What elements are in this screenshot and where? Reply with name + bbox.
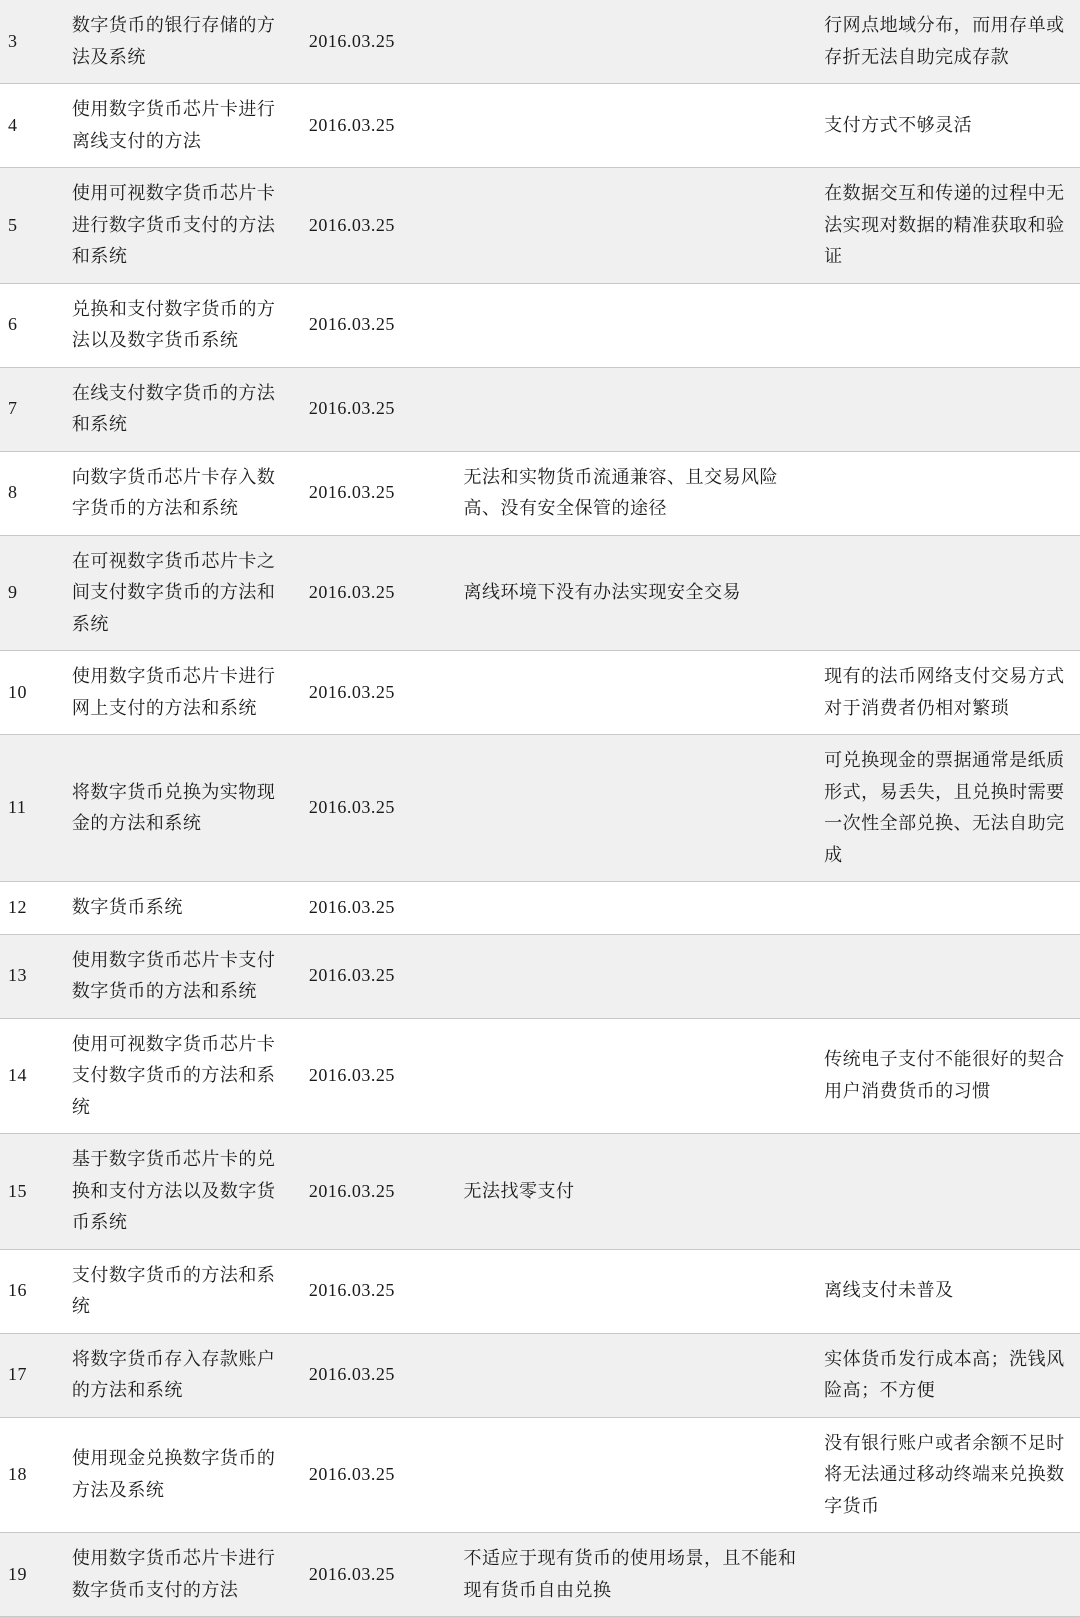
row-note xyxy=(816,451,1080,535)
row-problem xyxy=(455,1533,816,1617)
row-index xyxy=(0,1333,64,1417)
row-problem xyxy=(455,1018,816,1134)
row-date-text: 2016.03.25 xyxy=(308,681,395,702)
row-title xyxy=(64,0,301,84)
row-index xyxy=(0,451,64,535)
row-title-text: 在线支付数字货币的方法和系统 xyxy=(71,382,276,434)
row-problem xyxy=(455,1333,816,1417)
row-problem xyxy=(455,1134,816,1250)
row-problem xyxy=(455,651,816,735)
row-title xyxy=(64,735,301,882)
row-date xyxy=(301,735,456,882)
row-title-text: 将数字货币兑换为实物现金的方法和系统 xyxy=(71,781,276,833)
row-date-text: 2016.03.25 xyxy=(308,314,395,335)
row-title-text: 将数字货币存入存款账户的方法和系统 xyxy=(71,1348,276,1400)
row-note xyxy=(816,283,1080,367)
row-note-text: 行网点地域分布，而用存单或存折无法自助完成存款 xyxy=(824,15,1065,67)
row-date xyxy=(301,0,456,84)
row-problem xyxy=(455,934,816,1018)
row-index-text: 19 xyxy=(8,1563,27,1584)
row-index-text: 13 xyxy=(8,965,27,986)
row-date-text: 2016.03.25 xyxy=(308,1364,395,1385)
row-date-text: 2016.03.25 xyxy=(308,1180,395,1201)
row-index xyxy=(0,1249,64,1333)
row-note-text: 可兑换现金的票据通常是纸质形式，易丢失，且兑换时需要一次性全部兑换、无法自助完成 xyxy=(824,750,1065,865)
row-note xyxy=(816,934,1080,1018)
row-title xyxy=(64,367,301,451)
row-title xyxy=(64,1018,301,1134)
row-title-text: 在可视数字货币芯片卡之间支付数字货币的方法和系统 xyxy=(71,550,276,634)
table-row xyxy=(0,1134,1080,1250)
row-title-text: 使用数字货币芯片卡进行离线支付的方法 xyxy=(71,99,276,151)
row-note xyxy=(816,1533,1080,1617)
row-title xyxy=(64,535,301,651)
row-index xyxy=(0,367,64,451)
row-date-text: 2016.03.25 xyxy=(308,30,395,51)
row-date xyxy=(301,1533,456,1617)
row-index-text: 16 xyxy=(8,1280,27,1301)
row-date xyxy=(301,168,456,284)
row-note-text: 传统电子支付不能很好的契合用户消费货币的习惯 xyxy=(824,1049,1065,1101)
row-date xyxy=(301,84,456,168)
row-problem xyxy=(455,367,816,451)
row-problem xyxy=(455,535,816,651)
row-note-text: 支付方式不够灵活 xyxy=(824,114,973,135)
row-index xyxy=(0,0,64,84)
row-title-text: 兑换和支付数字货币的方法以及数字货币系统 xyxy=(71,298,276,350)
row-date-text: 2016.03.25 xyxy=(308,1464,395,1484)
row-index-text: 11 xyxy=(8,797,27,818)
row-index-text: 18 xyxy=(8,1464,27,1484)
row-note xyxy=(816,735,1080,882)
row-date-text: 2016.03.25 xyxy=(308,1563,395,1584)
row-date xyxy=(301,535,456,651)
row-problem-text: 离线环境下没有办法实现安全交易 xyxy=(463,582,741,602)
table-row xyxy=(0,1333,1080,1417)
row-title-text: 使用可视数字货币芯片卡支付数字货币的方法和系统 xyxy=(71,1033,276,1117)
row-title xyxy=(64,1249,301,1333)
row-date xyxy=(301,934,456,1018)
table-row xyxy=(0,1533,1080,1617)
row-date-text: 2016.03.25 xyxy=(308,1280,395,1301)
row-title-text: 使用数字货币芯片卡进行网上支付的方法和系统 xyxy=(71,666,276,718)
row-problem-text: 不适应于现有货币的使用场景，且不能和现有货币自由兑换 xyxy=(463,1548,797,1600)
table-row xyxy=(0,367,1080,451)
row-date-text: 2016.03.25 xyxy=(308,965,395,986)
row-title xyxy=(64,882,301,935)
row-title-text: 使用可视数字货币芯片卡进行数字货币支付的方法和系统 xyxy=(71,183,276,266)
row-title xyxy=(64,84,301,168)
row-index xyxy=(0,735,64,882)
row-index xyxy=(0,84,64,168)
row-note-text: 现有的法币网络支付交易方式对于消费者仍相对繁琐 xyxy=(824,666,1065,718)
row-title-text: 使用数字货币芯片卡进行数字货币支付的方法 xyxy=(71,1548,276,1600)
row-problem xyxy=(455,735,816,882)
row-index xyxy=(0,1134,64,1250)
table-row xyxy=(0,0,1080,84)
row-index-text: 3 xyxy=(8,30,18,51)
row-note xyxy=(816,84,1080,168)
row-problem-text: 无法和实物货币流通兼容、且交易风险高、没有安全保管的途径 xyxy=(463,466,778,518)
row-problem xyxy=(455,84,816,168)
row-note xyxy=(816,1249,1080,1333)
row-title xyxy=(64,1333,301,1417)
row-index-text: 6 xyxy=(8,314,18,335)
row-date xyxy=(301,1249,456,1333)
row-index-text: 9 xyxy=(8,582,18,602)
row-date xyxy=(301,1018,456,1134)
row-problem xyxy=(455,168,816,284)
table-row xyxy=(0,735,1080,882)
row-note xyxy=(816,651,1080,735)
row-problem xyxy=(455,882,816,935)
row-date xyxy=(301,1417,456,1533)
table-row xyxy=(0,1018,1080,1134)
row-date xyxy=(301,283,456,367)
row-date-text: 2016.03.25 xyxy=(308,482,395,503)
row-title xyxy=(64,168,301,284)
row-index xyxy=(0,168,64,284)
table-row xyxy=(0,168,1080,284)
row-note xyxy=(816,0,1080,84)
row-date-text: 2016.03.25 xyxy=(308,797,395,818)
row-note-text: 没有银行账户或者余额不足时将无法通过移动终端来兑换数字货币 xyxy=(824,1432,1065,1516)
row-note xyxy=(816,882,1080,935)
row-problem xyxy=(455,283,816,367)
row-date xyxy=(301,651,456,735)
row-date xyxy=(301,882,456,935)
row-title xyxy=(64,934,301,1018)
row-note xyxy=(816,1018,1080,1134)
row-index xyxy=(0,1417,64,1533)
row-date-text: 2016.03.25 xyxy=(308,214,395,235)
row-index-text: 8 xyxy=(8,482,18,503)
row-problem xyxy=(455,1417,816,1533)
row-date xyxy=(301,451,456,535)
row-index-text: 7 xyxy=(8,398,18,419)
row-title-text: 向数字货币芯片卡存入数字货币的方法和系统 xyxy=(71,466,276,518)
row-note-text: 在数据交互和传递的过程中无法实现对数据的精准获取和验证 xyxy=(824,183,1065,266)
row-date xyxy=(301,367,456,451)
row-note xyxy=(816,367,1080,451)
row-title-text: 使用数字货币芯片卡支付数字货币的方法和系统 xyxy=(71,949,276,1001)
row-title-text: 支付数字货币的方法和系统 xyxy=(71,1264,276,1316)
row-problem xyxy=(455,451,816,535)
row-title xyxy=(64,1533,301,1617)
table-row xyxy=(0,1249,1080,1333)
row-index-text: 5 xyxy=(8,214,18,235)
row-title xyxy=(64,651,301,735)
table-row xyxy=(0,882,1080,935)
row-index-text: 4 xyxy=(8,114,18,135)
row-date-text: 2016.03.25 xyxy=(308,897,395,917)
row-note xyxy=(816,1417,1080,1533)
row-note xyxy=(816,535,1080,651)
table-row xyxy=(0,84,1080,168)
row-problem xyxy=(455,1249,816,1333)
row-index-text: 14 xyxy=(8,1065,27,1085)
row-index xyxy=(0,934,64,1018)
table-row xyxy=(0,451,1080,535)
row-index xyxy=(0,882,64,935)
row-title xyxy=(64,1134,301,1250)
row-title-text: 数字货币系统 xyxy=(71,897,183,917)
row-index-text: 17 xyxy=(8,1364,27,1385)
table-row xyxy=(0,283,1080,367)
row-index xyxy=(0,1018,64,1134)
row-date-text: 2016.03.25 xyxy=(308,582,395,602)
table-row xyxy=(0,535,1080,651)
row-date-text: 2016.03.25 xyxy=(308,114,395,135)
row-date xyxy=(301,1134,456,1250)
row-title xyxy=(64,283,301,367)
row-problem-text: 无法找零支付 xyxy=(463,1180,575,1201)
row-note xyxy=(816,1333,1080,1417)
table-row xyxy=(0,651,1080,735)
row-note xyxy=(816,1134,1080,1250)
row-index-text: 10 xyxy=(8,681,27,702)
row-note xyxy=(816,168,1080,284)
row-date-text: 2016.03.25 xyxy=(308,1065,395,1085)
row-title xyxy=(64,451,301,535)
row-note-text: 实体货币发行成本高；洗钱风险高；不方便 xyxy=(824,1348,1065,1400)
row-date xyxy=(301,1333,456,1417)
row-index-text: 15 xyxy=(8,1180,27,1201)
row-date-text: 2016.03.25 xyxy=(308,398,395,419)
row-note-text: 离线支付未普及 xyxy=(824,1280,954,1301)
table-row xyxy=(0,1417,1080,1533)
row-title-text: 使用现金兑换数字货币的方法及系统 xyxy=(71,1448,276,1500)
table-row xyxy=(0,934,1080,1018)
row-title-text: 基于数字货币芯片卡的兑换和支付方法以及数字货币系统 xyxy=(71,1149,276,1232)
row-index xyxy=(0,651,64,735)
row-problem xyxy=(455,0,816,84)
row-index-text: 12 xyxy=(8,897,27,917)
row-title-text: 数字货币的银行存储的方法及系统 xyxy=(71,15,276,67)
row-title xyxy=(64,1417,301,1533)
row-index xyxy=(0,1533,64,1617)
row-index xyxy=(0,535,64,651)
row-index xyxy=(0,283,64,367)
